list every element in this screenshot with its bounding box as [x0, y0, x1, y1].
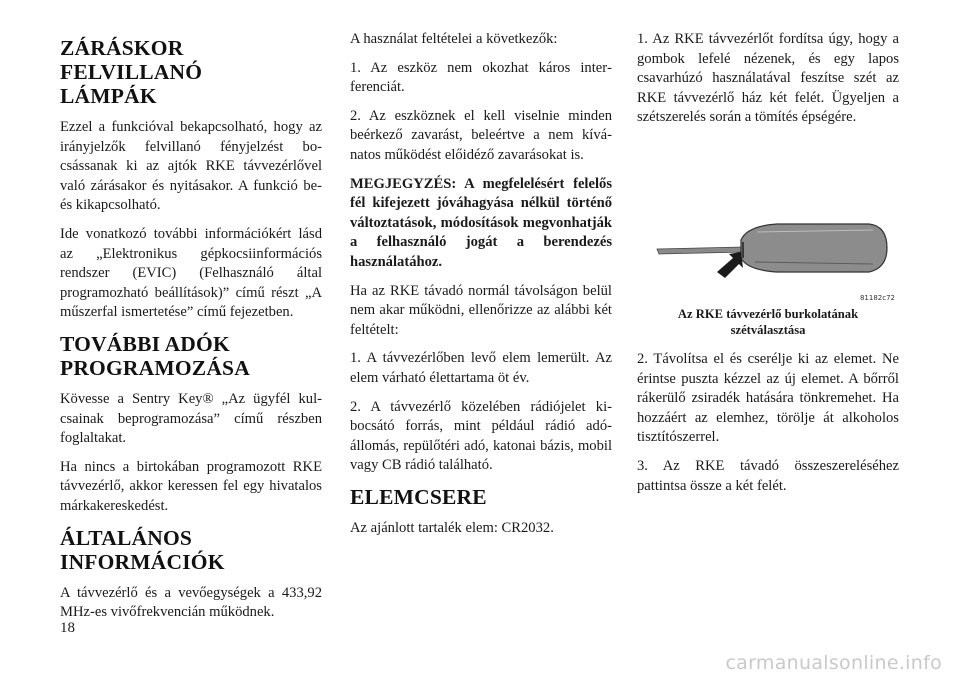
- heading-additional-transmitters: [60, 332, 322, 380]
- paragraph: 3. Az RKE távadó összeszereléséhez pattintsa össze a két felét.: [637, 457, 899, 494]
- page-number: 18: [60, 620, 75, 636]
- paragraph: 2. Távolítsa el és cserélje ki az elemet. Ne érintse puszta kézzel az új elemet. A bőrről rákerülő zsiradék hatására tönkremehet. Ha hozzáért az elemhez, törölje át alkoholos tisztítószerrel.: [637, 350, 899, 446]
- caption-line: Az RKE távvezérlő burkolatának: [677, 306, 859, 321]
- heading-battery-replacement: ELEMCSERE: [350, 484, 487, 509]
- heading-line: TOVÁBBI ADÓK: [60, 331, 230, 356]
- paragraph: 2. Az eszköznek el kell viselnie minden beérkező zavarást, beleértve a nem kívánatos működést előidéző zavarásokat is.: [350, 107, 612, 163]
- heading-line: ZÁRÁSKOR FELVILLANÓ: [60, 36, 203, 84]
- paragraph: 1. Az eszköz nem okozhat káros interferenciát.: [350, 59, 612, 96]
- paragraph: Ha az RKE távadó normál távolságon belül nem akar működni, ellenőrizze az alábbi két feltételt:: [350, 282, 612, 338]
- paragraph: A távvezérlő és a vevőegységek a 433,92 MHz-es vivőfrekvencián működnek.: [60, 584, 322, 621]
- heading-line: ÁLTALÁNOS: [60, 525, 193, 550]
- heading-flash-on-lock: [60, 36, 322, 108]
- key-fob-illustration: [637, 202, 899, 302]
- column-right: [637, 30, 899, 505]
- figure-caption: [637, 306, 899, 338]
- paragraph: Ha nincs a birtokában programozott RKE távvezérlő, akkor keressen fel egy hivatalos márkakereskedést.: [60, 458, 322, 514]
- watermark: carmanualsonline.info: [725, 652, 942, 674]
- paragraph: Kövesse a Sentry Key® „Az ügyfél kulcsainak beprogramozása” című részben foglaltakat.: [60, 390, 322, 447]
- column-left: [60, 30, 322, 632]
- key-fob-figure: [637, 202, 899, 302]
- paragraph: A használat feltételei a következők:: [350, 31, 558, 47]
- paragraph: Ide vonatkozó további információkért lásd az „Elektronikus gépkocsiinformációs rendszer (EVIC) (Felhasználó által programozható beállítások)” című részt „A műszerfal ismertetése” című fejezetben.: [60, 225, 322, 321]
- column-middle: [350, 30, 612, 547]
- heading-line: PROGRAMOZÁSA: [60, 355, 250, 380]
- note-paragraph: MEGJEGYZÉS: A megfelelésért felelős fél kifejezett jóváhagyása nélkül történő változtatások, módosítások megvonhatják a felhasználó jogát a berendezés használatához.: [350, 175, 612, 270]
- paragraph: Ezzel a funkcióval bekapcsolható, hogy az irányjelzők felvillanó fényjelzést bocsássanak ki az ajtók RKE távvezérlővel való zárásakor és nyitásakor. A funkció be- és kikapcsolható.: [60, 119, 322, 214]
- heading-line: LÁMPÁK: [60, 84, 157, 108]
- paragraph: 1. Az RKE távvezérlőt fordítsa úgy, hogy a gombok lefelé nézenek, és egy lapos csavarhúzó használatával feszítse szét az RKE távvezérlő ház két felét. Ügyeljen a szétszerelés során a tömítés épségére.: [637, 31, 899, 126]
- caption-line: szétválasztása: [730, 322, 806, 337]
- paragraph: Az ajánlott tartalék elem: CR2032.: [350, 519, 554, 536]
- heading-general-information: [60, 526, 322, 574]
- paragraph: 1. A távvezérlőben levő elem lemerült. Az elem várható élettartama öt év.: [350, 350, 612, 386]
- paragraph: 2. A távvezérlő közelében rádiójelet kibocsátó forrás, mint például rádió adóállomás, repülőtéri adó, katonai bázis, mobil vagy CB rádió található.: [350, 398, 612, 474]
- figure-code: 81182c72: [859, 293, 895, 302]
- heading-line: INFORMÁCIÓK: [60, 549, 225, 574]
